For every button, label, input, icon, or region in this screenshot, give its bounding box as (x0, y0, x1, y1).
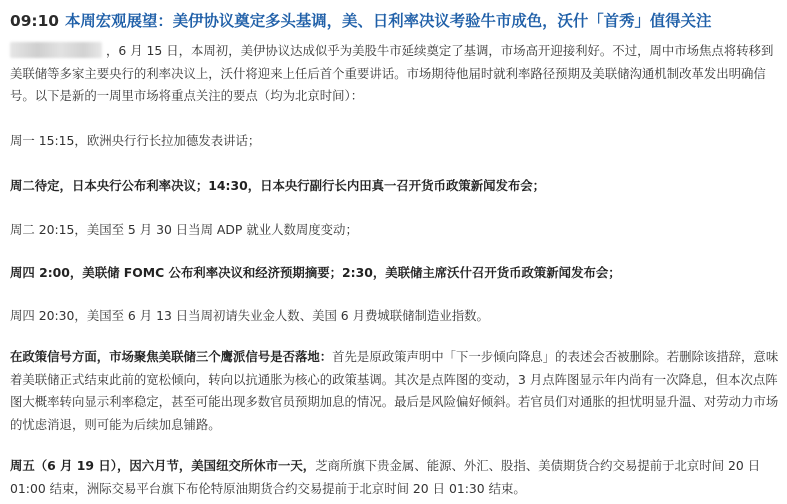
thursday-bold-paragraph (10, 262, 780, 285)
headline (10, 8, 780, 34)
tuesday-bold-paragraph (10, 175, 780, 198)
thursday-bold-text: 周四 2:00，美联储 FOMC 公布利率决议和经济预期摘要；2:30，美联储主席沃什召开货币政策新闻发布会； (10, 265, 621, 280)
redacted-source (10, 42, 102, 58)
monday-text: 周一 15:15，欧洲央行行长拉加德发表讲话； (10, 133, 261, 148)
policy-paragraph (10, 346, 780, 436)
intro-paragraph (10, 40, 780, 108)
policy-body: 首先是原政策声明中「下一步倾向降息」的表述会否被删除。若删除该措辞，意味着美联储正式结束此前的宽松倾向，转向以抗通胀为核心的政策基调。其次是点阵图的变动，3 月点阵图显示年内尚有一次降息，但本次点阵图大概率转向显示利率稳定，甚至可能出现多数官员预期加息的情况。最后是风险偏好倾斜。若官员们对通胀的担忧明显升温、对劳动力市场的忧虑消退，则可能为后续加息铺路。 (10, 349, 779, 432)
headline-time: 09:10 (10, 12, 59, 30)
monday-paragraph (10, 130, 780, 153)
headline-title-link[interactable]: 本周宏观展望：美伊协议奠定多头基调，美、日利率决议考验牛市成色，沃什「首秀」值得关注 (65, 12, 712, 30)
intro-text: ，6 月 15 日，本周初，美伊协议达成似乎为美股牛市延续奠定了基调，市场高开迎接利好。不过，周中市场焦点将转移到美联储等多家主要央行的利率决议上，沃什将迎来上任后首个重要讲话。市场期待他届时就利率路径预期及美联储沟通机制改革发出明确信号。以下是新的一周里市场将重点关注的要点（均为北京时间）： (10, 43, 774, 103)
tuesday-bold-text: 周二待定，日本央行公布利率决议；14:30，日本央行副行长内田真一召开货币政策新闻发布会； (10, 178, 546, 193)
tuesday-text: 周二 20:15，美国至 5 月 30 日当周 ADP 就业人数周度变动； (10, 222, 358, 237)
thursday-text: 周四 20:30，美国至 6 月 13 日当周初请失业金人数、美国 6 月费城联储制造业指数。 (10, 308, 489, 323)
friday-body: 芝商所旗下贵金属、能源、外汇、股指、美债期货合约交易提前于北京时间 20 日 01:00 结束，洲际交易平台旗下布伦特原油期货合约交易提前于北京时间 20 日 01:30 结束。 (10, 458, 761, 496)
thursday-paragraph (10, 305, 780, 328)
friday-paragraph (10, 455, 780, 500)
friday-lead: 周五（6 月 19 日），因六月节，美国纽交所休市一天， (10, 458, 316, 473)
tuesday-paragraph (10, 219, 780, 242)
policy-lead: 在政策信号方面，市场聚焦美联储三个鹰派信号是否落地： (10, 349, 333, 364)
